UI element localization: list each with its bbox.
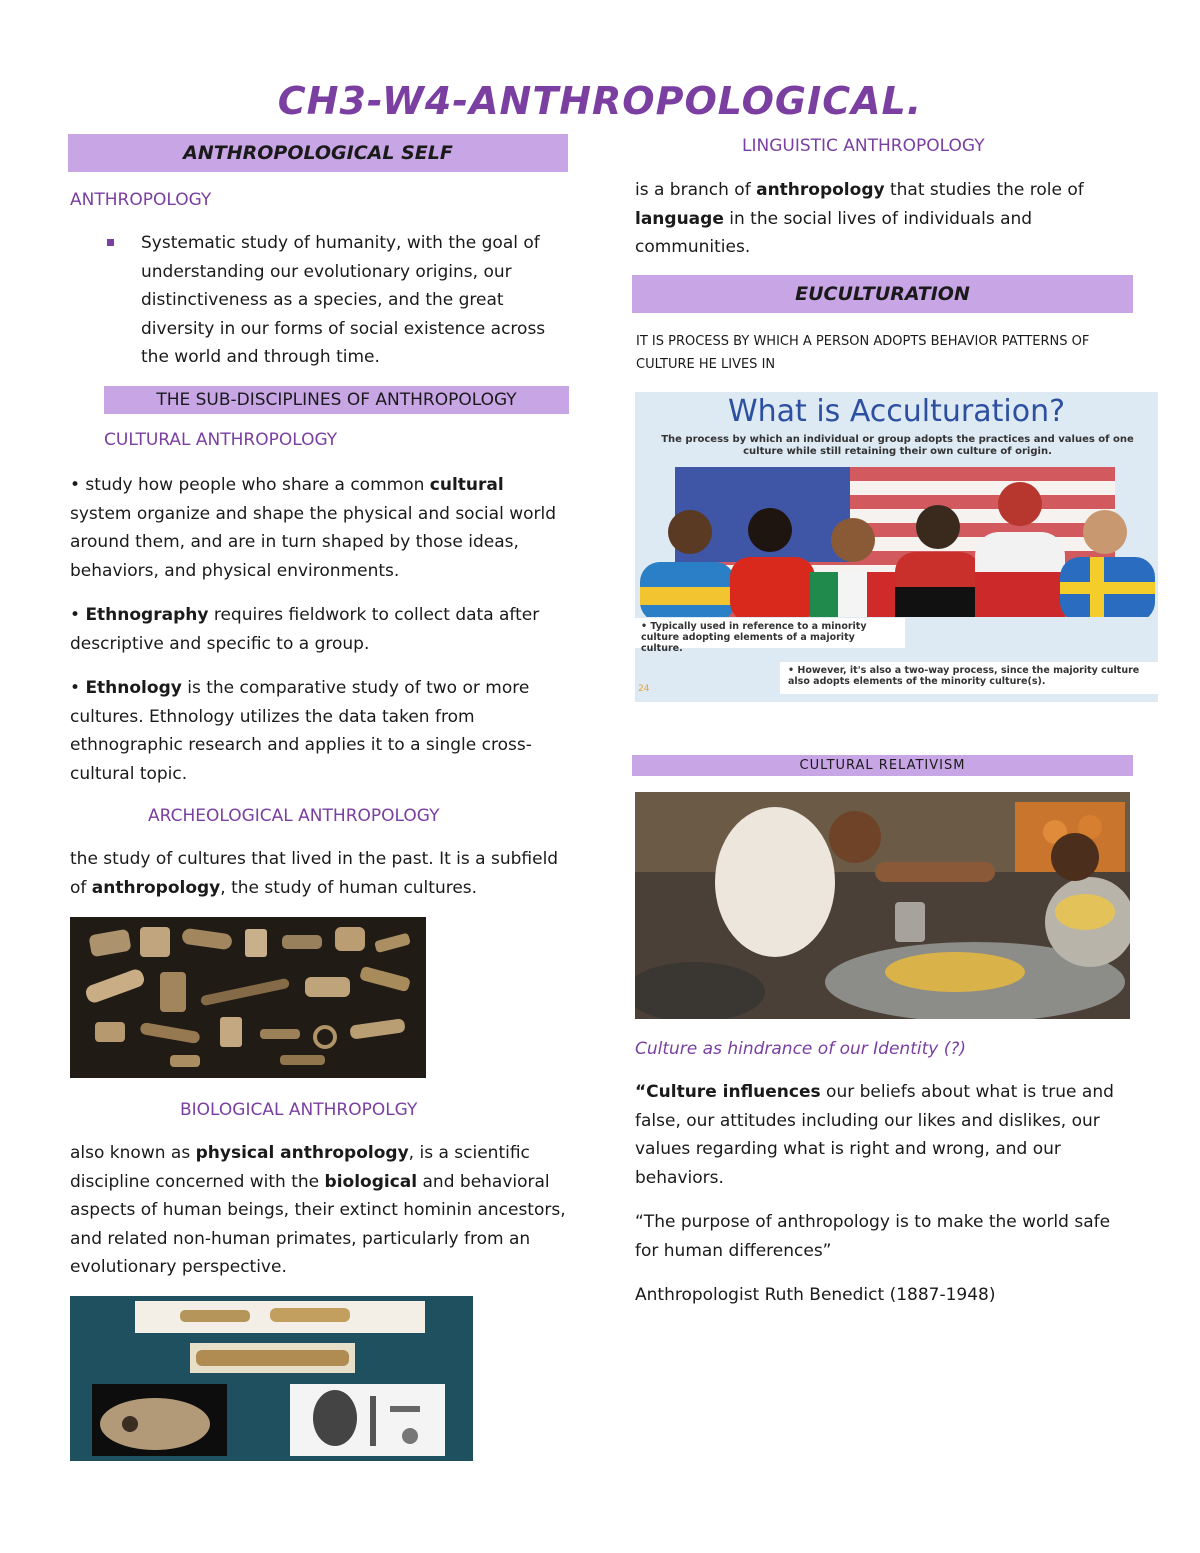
section-bar-enculturation: EUCULTURATION <box>632 275 1133 313</box>
acculturation-title: What is Acculturation? <box>727 394 1066 429</box>
acculturation-subtitle: The process by which an individual or group adopts the practices and values of one culture while still retaining their own culture of origin. <box>661 434 1134 457</box>
anthropology-heading: ANTHROPOLOGY <box>70 190 212 210</box>
linguistic-anthropology-heading: LINGUISTIC ANTHROPOLOGY <box>742 136 985 156</box>
cultural-paragraph-ethnology: • Ethnology is the comparative study of two or more cultures. Ethnology utilizes the data taken from ethnographic research and applies it to a single cross-cultural topic. <box>70 678 532 784</box>
culture-quote-paragraph: “Culture influences our beliefs about what is true and false, our attitudes including our likes and dislikes, our values regarding what is right and wrong, and our behaviors. <box>635 1082 1114 1188</box>
cultural-paragraph-1: • study how people who share a common cultural system organize and shape the physical and social world around them, and are in turn shaped by those ideas, behaviors, and physical environments. <box>70 475 557 581</box>
hindrance-heading: Culture as hindrance of our Identity (?) <box>635 1039 966 1059</box>
biological-anthropology-heading: BIOLOGICAL ANTHROPOLGY <box>180 1100 418 1120</box>
street-cooking-photo <box>635 792 1130 1019</box>
quote-attribution: Anthropologist Ruth Benedict (1887-1948) <box>635 1285 996 1305</box>
archeological-anthropology-heading: ARCHEOLOGICAL ANTHROPOLOGY <box>148 806 440 826</box>
enculturation-definition: IT IS PROCESS BY WHICH A PERSON ADOPTS BEHAVIOR PATTERNS OF CULTURE HE LIVES IN <box>636 334 1090 372</box>
page-title: CH3-W4-ANTHROPOLOGICAL. <box>277 79 923 123</box>
cultural-anthropology-heading: CULTURAL ANTHROPOLOGY <box>104 430 338 450</box>
cultural-paragraph-ethnography: • Ethnography requires fieldwork to collect data after descriptive and specific to a group. <box>70 605 540 654</box>
benedict-quote: “The purpose of anthropology is to make the world safe for human differences” <box>635 1212 1111 1261</box>
anthropology-definition: Systematic study of humanity, with the goal of understanding our evolutionary origins, our distinctiveness as a species, and the great diversity in our forms of social existence across the world and through time. <box>141 233 546 367</box>
acculturation-note-2: • However, it's also a two-way process, since the majority culture also adopts elements of the minority culture(s). <box>780 662 1158 694</box>
artifacts-photo <box>70 917 426 1078</box>
square-bullet-icon <box>107 239 114 246</box>
biological-collage-photo <box>70 1296 473 1461</box>
section-bar-subdisciplines: THE SUB-DISCIPLINES OF ANTHROPOLOGY <box>104 386 569 414</box>
section-bar-cultural-relativism: CULTURAL RELATIVISM <box>632 755 1133 776</box>
acculturation-note-1: • Typically used in reference to a minority culture adopting elements of a majority culture. <box>635 618 905 648</box>
archeological-paragraph: the study of cultures that lived in the past. It is a subfield of anthropology, the study of human cultures. <box>70 849 559 898</box>
linguistic-paragraph: is a branch of anthropology that studies the role of language in the social lives of individuals and communities. <box>635 180 1084 257</box>
acculturation-page-number: 24 <box>638 684 650 694</box>
acculturation-slide-image <box>635 392 1158 702</box>
section-bar-anthropological-self: ANTHROPOLOGICAL SELF <box>68 134 568 172</box>
biological-paragraph: also known as physical anthropology, is a scientific discipline concerned with the biological and behavioral aspects of human beings, their extinct hominin ancestors, and related non-human primates, particularly from an evolutionary perspective. <box>70 1143 566 1277</box>
